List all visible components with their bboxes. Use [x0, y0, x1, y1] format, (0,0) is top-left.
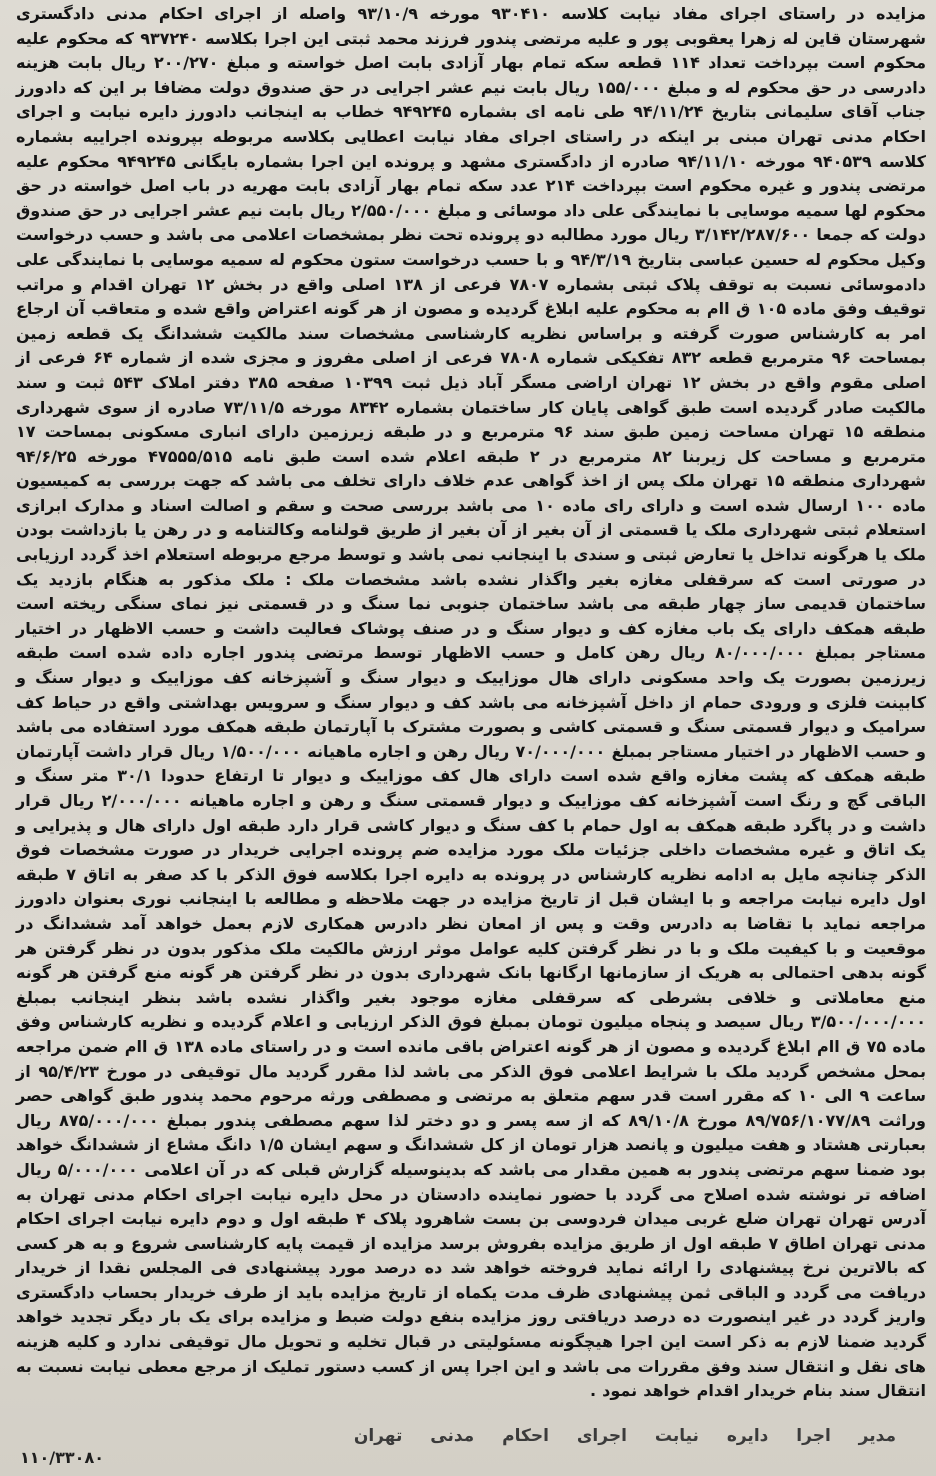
notice-footer — [30, 1422, 896, 1450]
auction-notice-text — [16, 2, 926, 1404]
notice-paragraph: مزایده در راستای اجرای مفاد نیابت کلاسه ۹۳۰۴۱۰ مورخه ۹۳/۱۰/۹ واصله از اجرای احکام مدنی دادگستری شهرستان قاین له زهرا یعقوبی پور و علیه مرتضی پندور فرزند محمد ثبتی این اجرا بکلاسه ۹۳۷۲۴۰ که محکوم علیه محکوم است بپرداخت تعداد ۱۱۴ قطعه سکه تمام بهار آزادی بابت اصل خواسته و مبلغ ۲۰۰/۲۷۰ ریال بابت هزینه دادرسی در حق محکوم له و مبلغ ۱۵۵/۰۰۰ ریال بابت نیم عشر اجرایی در حق صندوق دولت مضافا بر این که دادورز جناب آقای سلیمانی بتاریخ ۹۴/۱۱/۲۴ طی نامه ای بشماره ۹۴۹۲۴۵ خطاب به اینجانب دادورز دایره نیابت و اجرای احکام مدنی تهران مبنی بر اینکه در راستای اجرای مفاد نیابت اعطایی بکلاسه مربوطه بپرونده اجراییه بشماره کلاسه ۹۴۰۵۳۹ مورخه ۹۴/۱۱/۱۰ صادره از دادگستری مشهد و پرونده این اجرا بشماره بایگانی ۹۴۹۲۴۵ محکوم علیه مرتضی پندور و غیره محکوم است بپرداخت ۲۱۴ عدد سکه تمام بهار آزادی بابت مهریه در باب اصل خواسته در حق محکوم لها سمیه موسایی با نمایندگی علی داد موسائی و مبلغ ۲/۵۵۰/۰۰۰ ریال بابت نیم عشر اجرایی در حق صندوق دولت که جمعا ۳/۱۴۲/۲۸۷/۶۰۰ ریال مورد مطالبه دو پرونده تحت نظر بمشخصات اعلامی می باشد و حسب درخواست وکیل محکوم له حسین عباسی بتاریخ ۹۴/۳/۱۹ و با حسب درخواست ستون محکوم له سمیه موسایی با نمایندگی علی دادموسائی نسبت به توقف پلاک ثبتی بشماره ۷۸۰۷ فرعی از ۱۳۸ اصلی واقع در بخش ۱۲ تهران اقدام و مراتب توقیف وفق ماده ۱۰۵ ق اام به محکوم علیه ابلاغ گردیده و مصون از هر گونه اعتراض واقع شده و متعاقب آن ارجاع امر به کارشناس صورت گرفته و براساس نظریه کارشناسی مشخصات سند مالکیت ششدانگ یک قطعه زمین بمساحت ۹۶ مترمربع قطعه ۸۳۲ تفکیکی شماره ۷۸۰۸ فرعی از اصلی مفروز و مجزی شده از شماره ۶۴ فرعی از اصلی مقوم واقع در بخش ۱۲ تهران اراضی مسگر آباد ذیل ثبت ۱۰۳۹۹ صفحه ۳۸۵ دفتر املاک ۵۴۳ ثبت و سند مالکیت صادر گردیده است طبق گواهی پایان کار ساختمان بشماره ۸۳۴۲ مورخه ۷۳/۱۱/۵ صادره از سوی شهرداری منطقه ۱۵ تهران مساحت زمین طبق سند ۹۶ مترمربع و در طبقه زیرزمین دارای انباری مسکونی بمساحت ۱۷ مترمربع و مساحت کل زیربنا ۸۲ مترمربع در ۲ طبقه اعلام شده است طبق نامه ۴۷۵۵۵/۵۱۵ مورخه ۹۴/۶/۲۵ شهرداری منطقه ۱۵ تهران ملک پس از اخذ گواهی عدم خلاف دارای تخلف می باشد که جهت بررسی به کمیسیون ماده ۱۰۰ ارسال شده است و دارای رای ماده ۱۰ می باشد بررسی صحت و سقم و اصالت اسناد و مدارک ابرازی استعلام ثبتی شهرداری ملک یا قسمتی از آن بغیر از آن بغیر از طریق قولنامه وکالتنامه و در رهن یا بازداشت بودن ملک یا هرگونه تداخل یا تعارض ثبتی و سندی با اینجانب نمی باشد و توسط مرجع مربوطه استعلام اخذ گردد ارزیابی در صورتی است که سرقفلی مغازه بغیر واگذار نشده باشد مشخصات ملک : ملک مذکور به هنگام بازدید یک ساختمان قدیمی ساز چهار طبقه می باشد ساختمان جنوبی نما سنگ و در قسمتی نیز نمای سنگی ریخته است طبقه همکف دارای یک باب مغازه کف و دیوار سنگ و در صنف پوشاک فعالیت داشت و حسب الاظهار در اختیار مستاجر بمبلغ ۸۰/۰۰۰/۰۰۰ ریال رهن کامل و حسب الاظهار توسط مرتضی پندور اجاره داده شده است طبقه زیرزمین بصورت یک واحد مسکونی دارای هال موزاییک و دیوار سنگ و آشپزخانه کف موزاییک و دیوار سنگ و کابینت فلزی و ورودی حمام از داخل آشپزخانه می باشد کف و دیوار سنگ و سرویس بهداشتی واقع در حیاط کف سرامیک و دیوار قسمتی سنگ و قسمتی کاشی و بصورت مشترک با آپارتمان طبقه همکف مورد استفاده می باشد و حسب الاظهار در اختیار مستاجر بمبلغ ۷۰/۰۰۰/۰۰۰ ریال رهن و اجاره ماهیانه ۱/۵۰۰/۰۰۰ ریال قرار داشت آپارتمان طبقه همکف که پشت مغازه واقع شده است دارای هال کف موزاییک و دیوار تا ارتفاع حدودا ۳۰/۱ متر سنگ و الباقی گچ و رنگ است آشپزخانه کف موزاییک و دیوار قسمتی سنگ و رهن و اجاره ماهیانه ۲/۰۰۰/۰۰۰ ریال قرار داشت و در پاگرد طبقه همکف به اول حمام با کف سنگ و دیوار کاشی قرار دارد طبقه اول دارای هال و پذیرایی و یک اتاق و غیره مشخصات داخلی جزئیات ملک مورد مزایده ضم پرونده اجرایی خریدار در صورت مشخصات فوق الذکر چنانچه مایل به ادامه نظریه کارشناس در پرونده به دایره اجرا بکلاسه فوق الذکر با کد صفر به اتاق ۷ طبقه اول دایره نیابت مراجعه و با ایشان قبل از تاریخ مزایده در جهت ملاحظه و مطالعه با اینجانب نوری بعنوان دادورز مراجعه نماید با تقاضا به دادرس وقت و پس از امعان نظر دادرس همکاری لازم بعمل خواهد آمد ششدانگ در موقعیت و با کیفیت ملک و با در نظر گرفتن کلیه عوامل موثر ارزش مالکیت ملک مذکور بدون در نظر گرفتن هر گونه بدهی احتمالی به هریک از سازمانها ارگانها بانک شهرداری بدون در نظر گرفتن هر گونه منع گرفتن هر گونه منع معاملاتی و خلافی بشرطی که سرقفلی مغازه موجود بغیر واگذار نشده باشد بنظر اینجانب بمبلغ ۳/۵۰۰/۰۰۰/۰۰۰ ریال سیصد و پنجاه میلیون تومان بمبلغ فوق الذکر ارزیابی و اعلام گردیده و نظریه کارشناس وفق ماده ۷۵ ق اام ابلاغ گردیده و مصون از هر گونه اعتراض باقی مانده است و در راستای ماده ۱۳۸ ق اام ضمن مراجعه بمحل مشخص گردید ملک با شرایط اعلامی فوق الذکر می باشد لذا مقرر گردید مال توقیفی در مورخ ۹۵/۴/۲۳ از ساعت ۹ الی ۱۰ که مقرر است قدر سهم متعلق به مرتضی و مصطفی ورثه مرحوم محمد پندور طبق گواهی حصر وراثت ۸۹/۷۵۶/۱۰۷۷/۸۹ مورخ ۸۹/۱۰/۸ که از سه پسر و دو دختر لذا سهم مصطفی پندور بمبلغ ۸۷۵/۰۰۰/۰۰۰ ریال بعبارتی هشتاد و هفت میلیون و پانصد هزار تومان از کل ششدانگ و سهم ایشان ۱/۵ دانگ مشاع از ششدانگ خواهد بود ضمنا سهم مرتضی پندور به همین مقدار می باشد که بدینوسیله گزارش قبلی که در آن اعلامی ۵/۰۰۰/۰۰۰ ریال اضافه تر نوشته شده اصلاح می گردد با حضور نماینده دادستان در محل دایره نیابت اجرای احکام مدنی تهران به آدرس تهران تهران ضلع غربی میدان فردوسی بن بست شاهرود پلاک ۴ طبقه اول و دوم دایره نیابت اجرای احکام مدنی تهران اطاق ۷ طبقه اول از طریق مزایده بفروش برسد مزایده از قیمت پایه کارشناسی شروع و به هر کسی که بالاترین نرخ پیشنهادی را ارائه نماید فروخته خواهد شد ده درصد مورد پیشنهادی فی المجلس نقدا از خریدار دریافت می گردد و الباقی ثمن پیشنهادی ظرف مدت یکماه از تاریخ مزایده باید از طرف خریدار بحساب دادگستری واریز گردد در غیر اینصورت ده درصد دریافتی روز مزایده بنفع دولت ضبط و مزایده برای یک بار دیگر تجدید خواهد گردید ضمنا لازم به ذکر است این اجرا هیچگونه مسئولیتی در قبال تخلیه و تحویل مال توقیفی ندارد و کلیه هزینه های نقل و انتقال سند وفق مقررات می باشد و این اجرا پس از کسب دستور تملیک از مرجع معطی نیابت نسبت به انتقال سند بنام خریدار اقدام خواهد نمود . — [16, 4, 927, 1401]
signature-line: مدیر اجرا دایره نیابت اجرای احکام مدنی تهران — [353, 1426, 896, 1446]
notice-number: ۱۱۰/۳۳۰۸۰ — [20, 1448, 104, 1467]
